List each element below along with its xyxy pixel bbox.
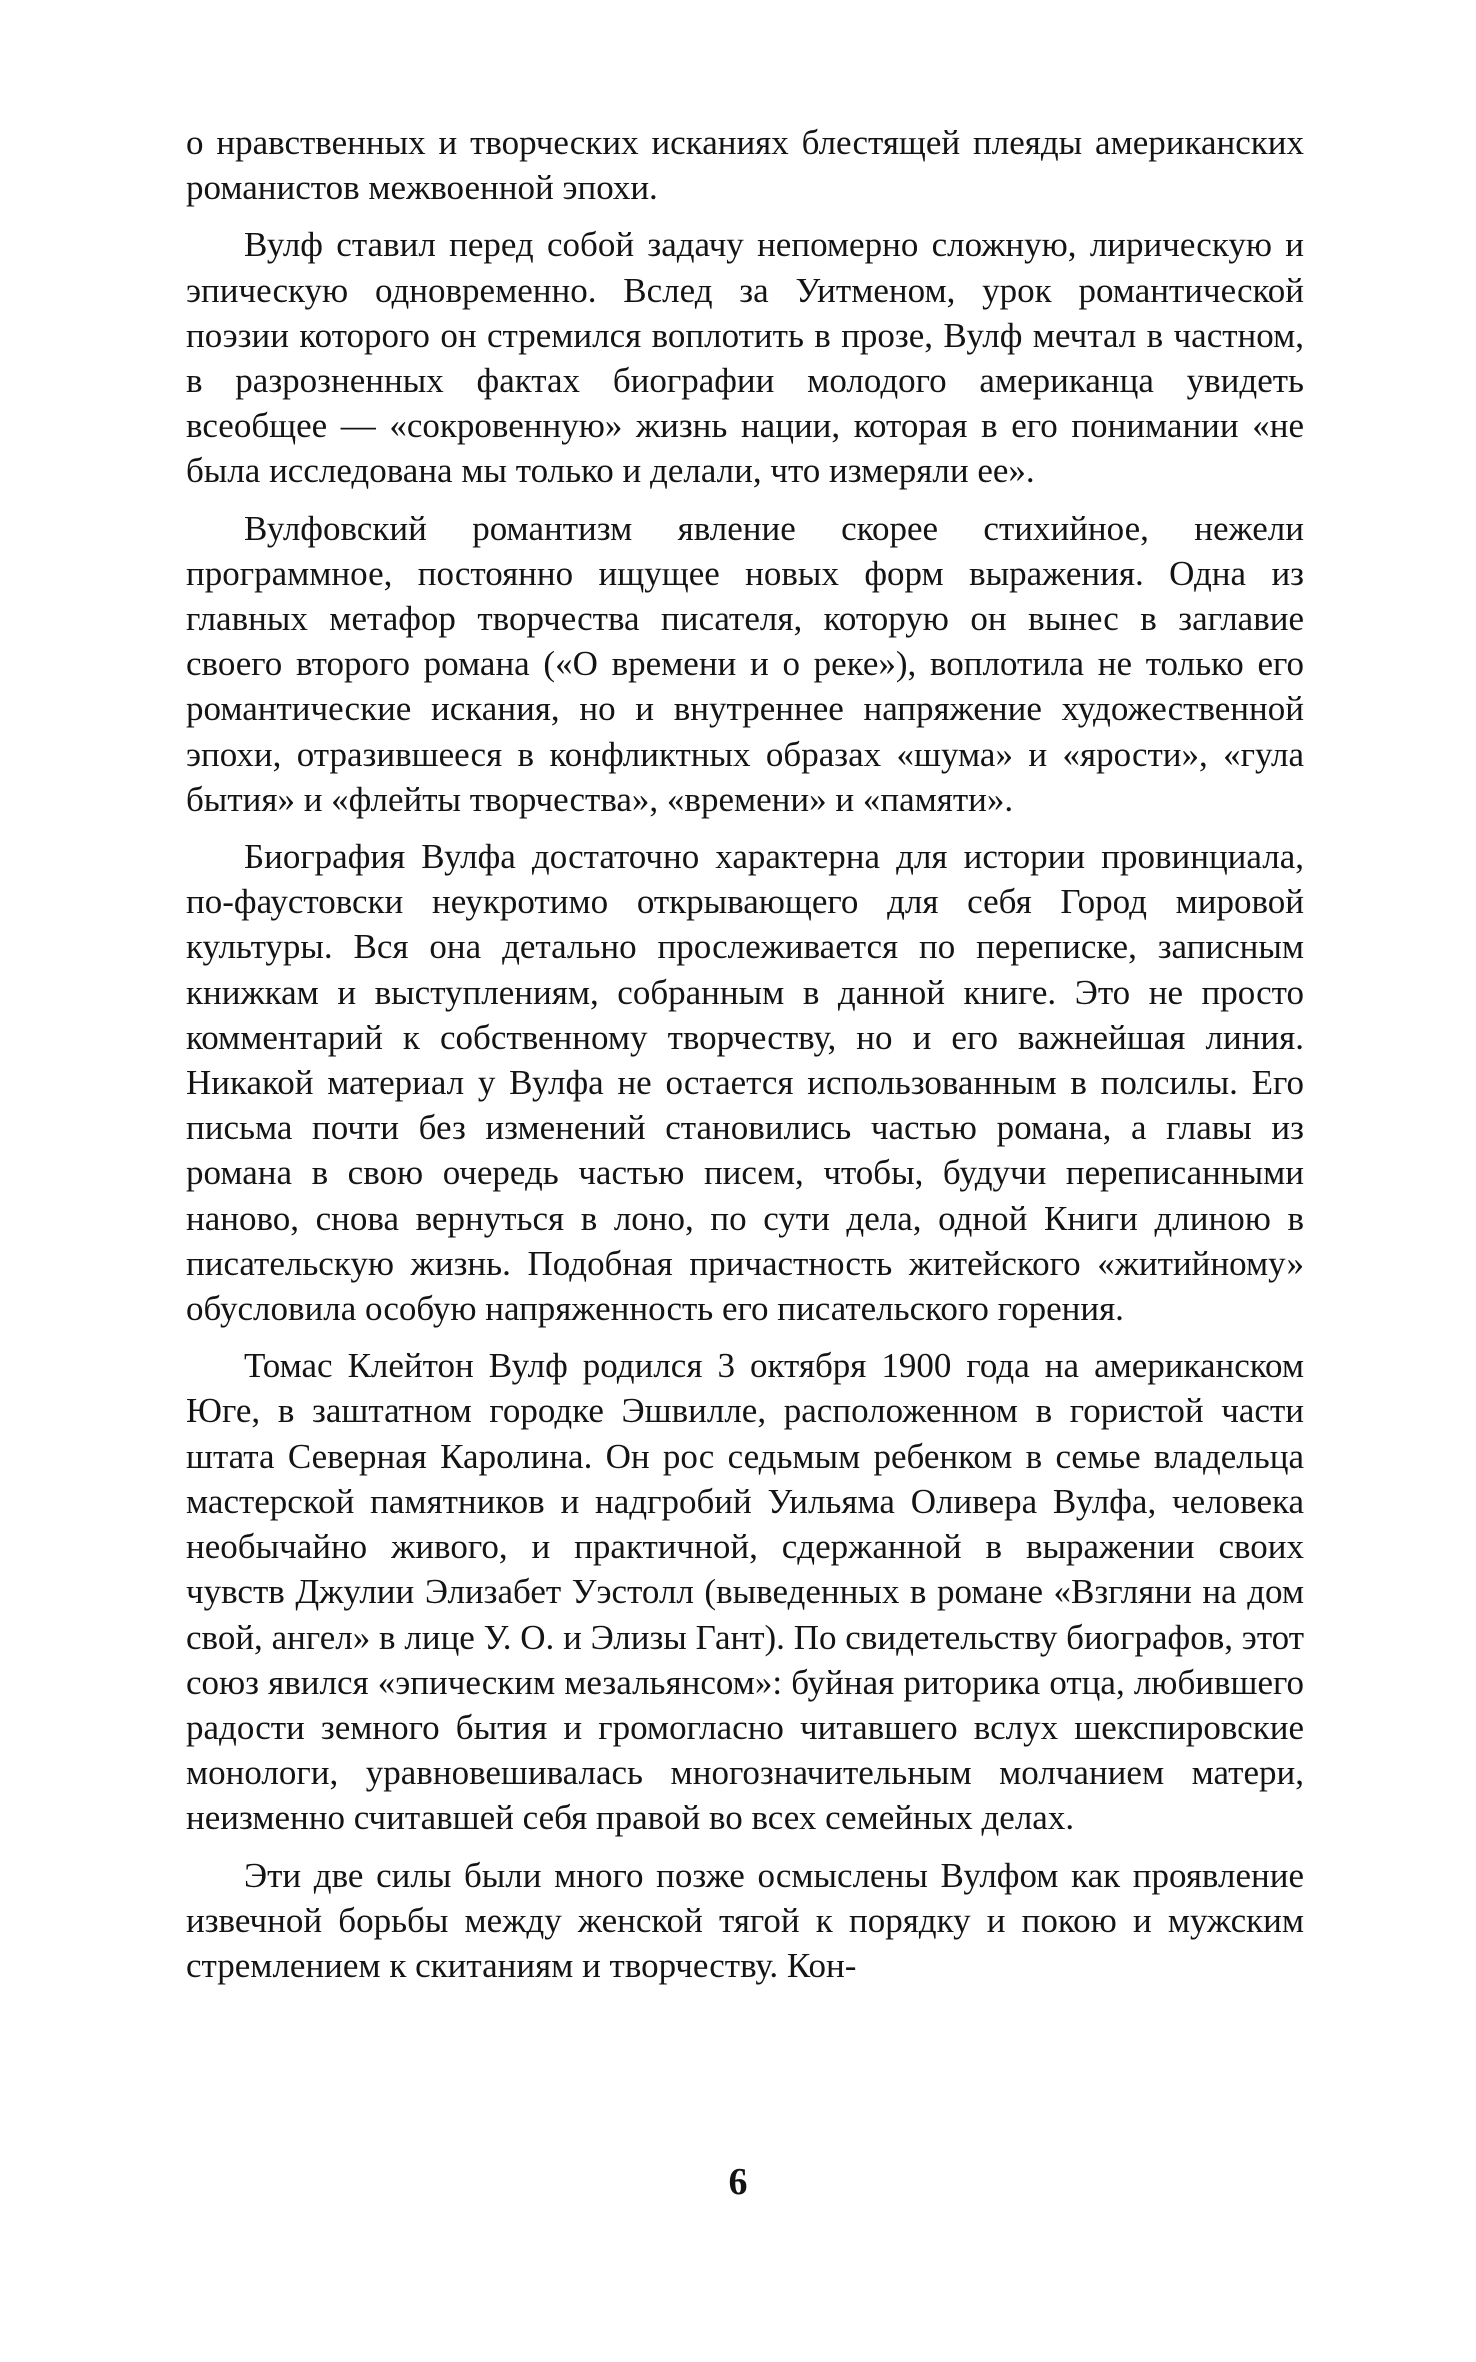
paragraph-4: Биография Вулфа достаточно характерна для истории провинциала, по-фаустовски неукротимо открывающего для себя Город мировой культуры. Вся она детально прослеживается по переписке, записным книжкам и выступлениям, собранным в данной книге. Это не просто комментарий к собственному творчеству, но и его важнейшая линия. Никакой материал у Вулфа не остается использованным в полсилы. Его письма почти без изменений становились частью романа, а главы из романа в свою очередь частью писем, чтобы, будучи переписанными наново, снова вернуться в лоно, по сути дела, одной Книги длиною в писательскую жизнь. Подобная причастность житейского «житийному» обусловила особую напряженность его писательского горения. — [186, 837, 1304, 1329]
paragraph-6: Эти две силы были много позже осмыслены Вулфом как проявление извечной борьбы между женской тягой к порядку и покою и мужским стремлением к скитаниям и творчеству. Кон- — [186, 1855, 1304, 1985]
page-body — [186, 120, 1304, 2000]
paragraph-2: Вулф ставил перед собой задачу непомерно сложную, лирическую и эпическую одновременно. Вслед за Уитменом, урок романтической поэзии которого он стремился воплотить в прозе, Вулф мечтал в частном, в разрозненных фактах биографии молодого американца увидеть всеобщее — «сокровенную» жизнь нации, которая в его понимании «не была исследована мы только и делали, что измеряли ее». — [186, 225, 1304, 491]
paragraph-5: Томас Клейтон Вулф родился 3 октября 1900 года на американском Юге, в заштатном городке Эшвилле, расположенном в гористой части штата Северная Каролина. Он рос седьмым ребенком в семье владельца мастерской памятников и надгробий Уильяма Оливера Вулфа, человека необычайно живого, и практичной, сдержанной в выражении своих чувств Джулии Элизабет Уэстолл (выведенных в романе «Взгляни на дом свой, ангел» в лице У. О. и Элизы Гант). По свидетельству биографов, этот союз явился «эпическим мезальянсом»: буйная риторика отца, любившего радости земного бытия и громогласно читавшего вслух шекспировские монологи, уравновешивалась многозначительным молчанием матери, неизменно считавшей себя правой во всех семейных делах. — [186, 1346, 1304, 1838]
paragraph-1: о нравственных и творческих исканиях блестящей плеяды американских романистов межвоенной эпохи. — [186, 123, 1304, 208]
page-number: 6 — [728, 2161, 748, 2203]
paragraph-3: Вулфовский романтизм явление скорее стихийное, нежели программное, постоянно ищущее новых форм выражения. Одна из главных метафор творчества писателя, которую он вынес в заглавие своего второго романа («О времени и о реке»), воплотила не только его романтические искания, но и внутреннее напряжение художественной эпохи, отразившееся в конфликтных образах «шума» и «ярости», «гула бытия» и «флейты творчества», «времени» и «памяти». — [186, 508, 1304, 819]
